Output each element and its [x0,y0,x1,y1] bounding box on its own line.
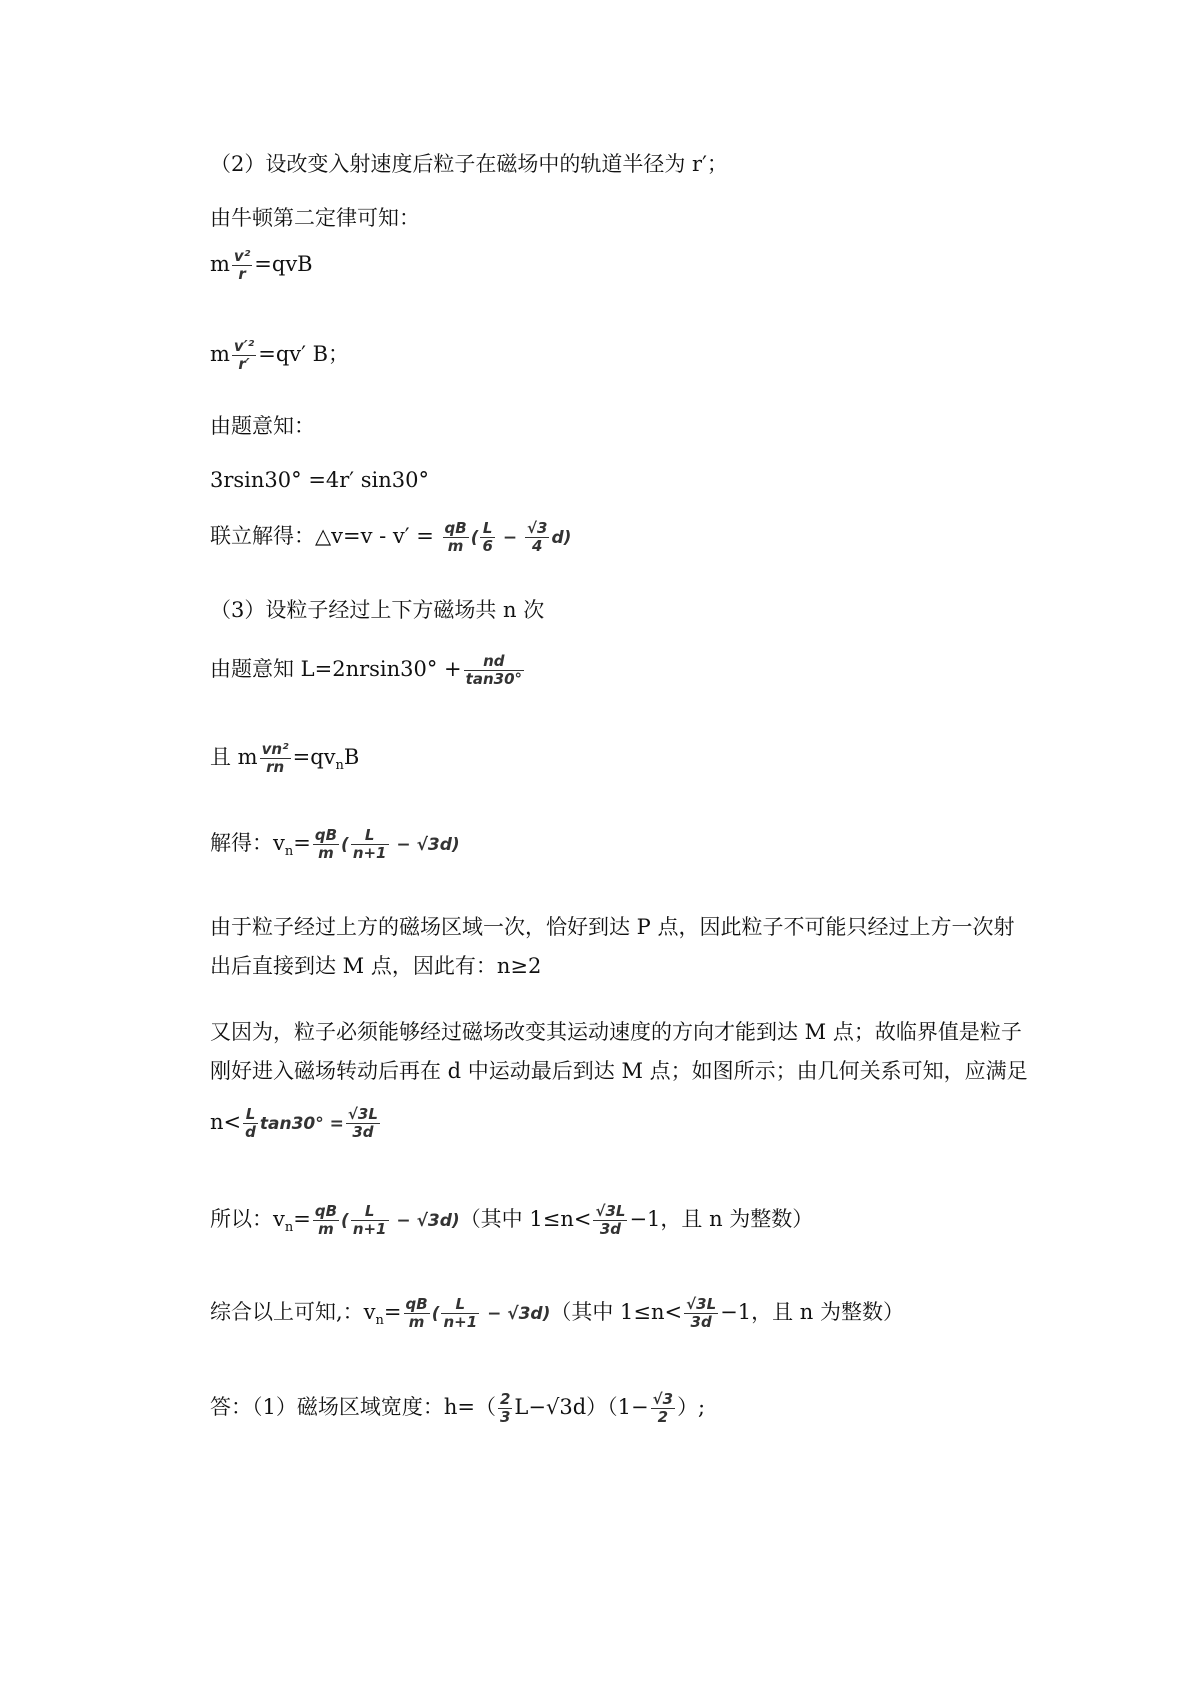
eq-L: 由题意知 L=2nrsin30° + $\frac{nd}{\tan 30^\circ}$ [210,652,523,688]
eq-vn-B: 且 m $\frac{\text{vn²}}{rn}$ $=qv_nB$ [210,740,360,776]
line-newton: 由牛顿第二定律可知： [210,206,420,230]
eq-summary-vn: 综合以上可知,：$v_n=$ $\frac{qB}{m}$ ( $\frac{L}{n+1}$ − √3d)（其中 1≤n< $\frac{√3L}{3d}$ −1，且 n 为整数） [210,1295,904,1331]
eq-n-bound: n< $\frac{L}{d}$ tan30° = $\frac{√3L}{3d}$ [210,1105,378,1141]
answer-part1: 答：（1）磁场区域宽度：h=（ $\frac{2}{3}$ L−√3d）（1− $\frac{√3}{2}$ ）; [210,1390,706,1426]
paragraph-n-ge-2: 由于粒子经过上方的磁场区域一次，恰好到达 P 点，因此粒子不可能只经过上方一次射出后直接到达 M 点，因此有：n≥2 [210,915,1015,978]
eq-qv-prime-B: m $\frac{\text{v′²}}{r'}$ =qv′ B； [210,337,350,373]
eq-sin30: 3rsin30° =4r′ sin30° [210,468,429,492]
paragraph-critical-value: 又因为，粒子必须能够经过磁场改变其运动速度的方向才能到达 M 点；故临界值是粒子刚好进入磁场转动后再在 d 中运动最后到达 M 点；如图所示；由几何关系可知，应满足 [210,1020,1028,1083]
eq-delta-v: 联立解得：△v=v - v′ = $\frac{qB}{m}$ ( $\frac{L}{6}$ − $\frac{√3}{4}$ d) [210,519,572,555]
line-part2-intro: （2）设改变入射速度后粒子在磁场中的轨道半径为 r′； [210,152,728,176]
line-from-problem: 由题意知： [210,414,315,438]
eq-vn-solution: 解得：$v_n=$ $\frac{qB}{m}$ ( $\frac{L}{n+1}$ − √3d) [210,826,460,862]
fraction: $\frac{\text{v²}}{r}$ [233,247,251,283]
eq-qvB: m $\frac{\text{v²}}{r}$ =qvB [210,247,313,283]
fraction: $\frac{\text{v′²}}{r'}$ [233,337,255,373]
line-part3-intro: （3）设粒子经过上下方磁场共 n 次 [210,598,545,622]
eq-so-vn: 所以：$v_n=$ $\frac{qB}{m}$ ( $\frac{L}{n+1}$ − √3d)（其中 1≤n< $\frac{√3L}{3d}$ −1，且 n 为整数） [210,1202,814,1238]
